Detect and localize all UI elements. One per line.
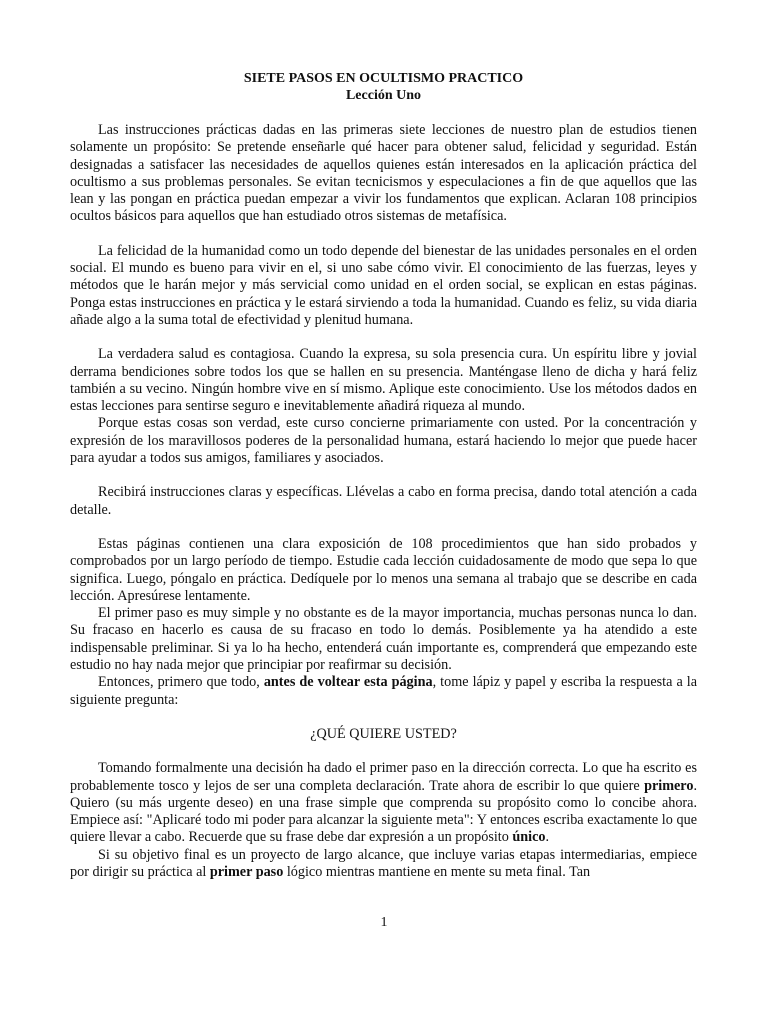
paragraph-instructions: Recibirá instrucciones claras y específicas. Llévelas a cabo en forma precisa, dando total atención a cada detalle.: [70, 484, 697, 518]
paragraph-final-goal-bold: primer paso: [209, 863, 284, 880]
paragraph-procedures: Estas páginas contienen una clara exposición de 108 procedimientos que han sido probados y comprobados por un largo período de tiempo. Estudie cada lección cuidadosamente de modo que sepa lo que significa. Luego, póngalo en práctica. Dedíquele por lo menos una semana al trabajo que se describe en cada lección. Apresúrese lentamente.: [70, 535, 697, 604]
paragraph-decision-bold1: primero: [644, 777, 694, 794]
page-number: 1: [380, 915, 388, 930]
paragraph-decision-part1: Tomando formalmente una decisión ha dado el primer paso en la dirección correcta. Lo que ha escrito es probablemente tosco y lejos de ser una completa declaración. Trate ahora de escribir lo que quiere: [70, 760, 697, 794]
paragraph-health: La verdadera salud es contagiosa. Cuando la expresa, su sola presencia cura. Un espíritu libre y jovial derrama bendiciones sobre todos los que se hallen en su presencia. Manténgase lleno de dicha y hará feliz también a su vecino. Ningún hombre vive en sí mismo. Aplique este conocimiento. Use los métodos dados en estas lecciones para sentirse seguro e inevitablemente añadirá riqueza al mundo.: [70, 346, 697, 415]
paragraph-before-turning-post: , tome lápiz y papel y escriba la respuesta a la siguiente pregunta:: [70, 674, 698, 708]
paragraph-before-turning-pre: Entonces, primero que todo,: [98, 674, 264, 691]
paragraph-before-turning: [70, 674, 697, 709]
paragraph-decision: [70, 760, 697, 846]
paragraph-intro: Las instrucciones prácticas dadas en las primeras siete lecciones de nuestro plan de estudios tienen solamente un propósito: Se pretende enseñarle qué hacer para obtener salud, felicidad y seguridad. Están designadas a satisfacer las necesidades de aquellos quienes están interesados en la aplicación práctica del ocultismo a sus problemas personales. Se evitan tecnicismos y especulaciones a fin de que aquellos que las lean y las pongan en práctica puedan empezar a vivir los fundamentos que explican. Aclaran 108 principios ocultos básicos para aquellos que han estudiado otros sistemas de metafísica.: [70, 122, 697, 225]
paragraph-final-goal-post: lógico mientras mantiene en mente su meta final. Tan: [283, 863, 591, 880]
paragraph-decision-part3: .: [545, 829, 550, 846]
paragraph-before-turning-bold: antes de voltear esta página: [263, 674, 433, 691]
paragraph-concern: Porque estas cosas son verdad, este curso concierne primariamente con usted. Por la concentración y expresión de los maravillosos poderes de la personalidad humana, estará haciendo lo mejor que puede hacer para ayudar a todos sus amigos, familiares y asociados.: [70, 415, 697, 467]
paragraph-final-goal-pre: Si su objetivo final es un proyecto de largo alcance, que incluye varias etapas intermediarias, empiece por dirigir su práctica al: [70, 846, 697, 880]
document-subtitle: Lección Uno: [345, 88, 422, 103]
paragraph-decision-bold2: único: [512, 829, 546, 846]
paragraph-first-step: El primer paso es muy simple y no obstante es de la mayor importancia, muchas personas nunca lo dan. Su fracaso en hacerlo es causa de su fracaso en todo lo demás. Posiblemente ya ha atendido a este indispensable preliminar. Si ya lo ha hecho, entenderá cuán importante es, comprenderá que empezando este estudio no hay nada mejor que principiar por reafirmar su decisión.: [70, 605, 697, 674]
paragraph-final-goal: [70, 847, 697, 882]
paragraph-happiness: La felicidad de la humanidad como un todo depende del bienestar de las unidades personales en el orden social. El mundo es bueno para vivir en el, si uno sabe cómo vivir. El conocimiento de las fuerzas, leyes y métodos que le harán mejor y más servicial como unidad en el orden social, se explican en estas páginas. Ponga estas instrucciones en práctica y le estará sirviendo a toda la humanidad. Cuando es feliz, su vida diaria añade algo a la suma total de efectividad y plenitud humana.: [70, 242, 697, 328]
document-body: [70, 70, 697, 881]
document-title: SIETE PASOS EN OCULTISMO PRACTICO: [243, 71, 524, 86]
paragraph-decision-part2: . Quiero (su más urgente deseo) en una frase simple que comprenda su propósito como lo concibe ahora. Empiece así: "Aplicaré todo mi poder para alcanzar la siguiente meta": Y entonces escriba exactamente lo que quiere llevar a cabo. Recuerde que su frase debe dar expresión a un propósito: [70, 777, 697, 846]
question-heading: ¿QUÉ QUIERE USTED?: [310, 725, 457, 742]
